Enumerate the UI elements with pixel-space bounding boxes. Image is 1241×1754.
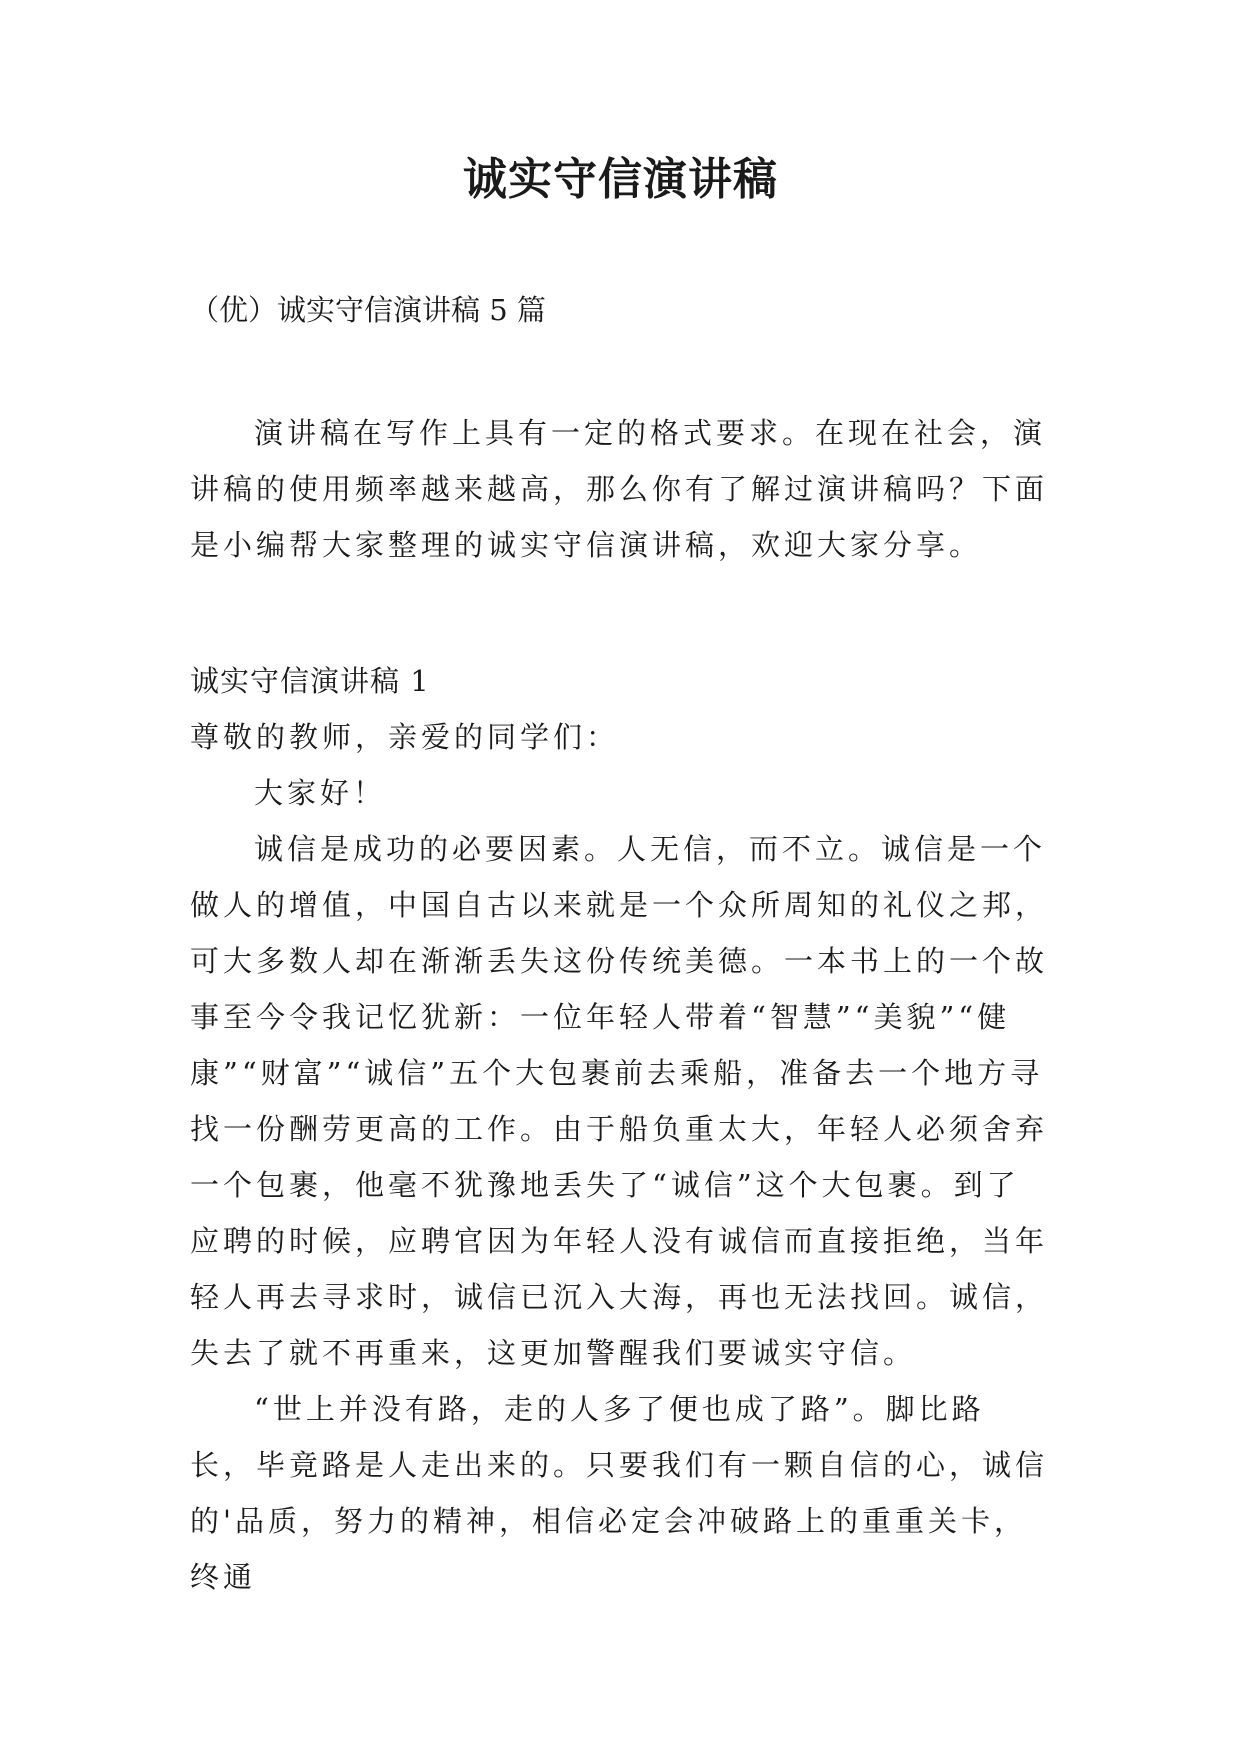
document-body xyxy=(190,405,1050,1605)
body-paragraph: 诚信是成功的必要因素。人无信，而不立。诚信是一个做人的增值，中国自古以来就是一个众所周知的礼仪之邦，可大多数人却在渐渐丢失这份传统美德。一本书上的一个故事至今令我记忆犹新：一位年轻人带着“智慧”“美貌”“健康”“财富”“诚信”五个大包裹前去乘船，准备去一个地方寻找一份酬劳更高的工作。由于船负重太大，年轻人必须舍弃一个包裹，他毫不犹豫地丢失了“诚信”这个大包裹。到了应聘的时候，应聘官因为年轻人没有诚信而直接拒绝，当年轻人再去寻求时，诚信已沉入大海，再也无法找回。诚信，失去了就不再重来，这更加警醒我们要诚实守信。 xyxy=(190,832,1049,1370)
body-paragraph: “世上并没有路，走的人多了便也成了路”。脚比路长，毕竟路是人走出来的。只要我们有一颗自信的心，诚信的'品质，努力的精神，相信必定会冲破路上的重重关卡，终通 xyxy=(190,1392,1049,1594)
salutation: 尊敬的教师，亲爱的同学们： xyxy=(190,720,620,754)
intro-paragraph: 演讲稿在写作上具有一定的格式要求。在现在社会，演讲稿的使用频率越来越高，那么你有了解过演讲稿吗？下面是小编帮大家整理的诚实守信演讲稿，欢迎大家分享。 xyxy=(190,416,1049,562)
greeting: 大家好！ xyxy=(254,776,387,810)
document-title: 诚实守信演讲稿 xyxy=(463,154,778,205)
document-subtitle: （优）诚实守信演讲稿 5 篇 xyxy=(190,293,546,327)
section-title: 诚实守信演讲稿 1 xyxy=(190,664,430,698)
